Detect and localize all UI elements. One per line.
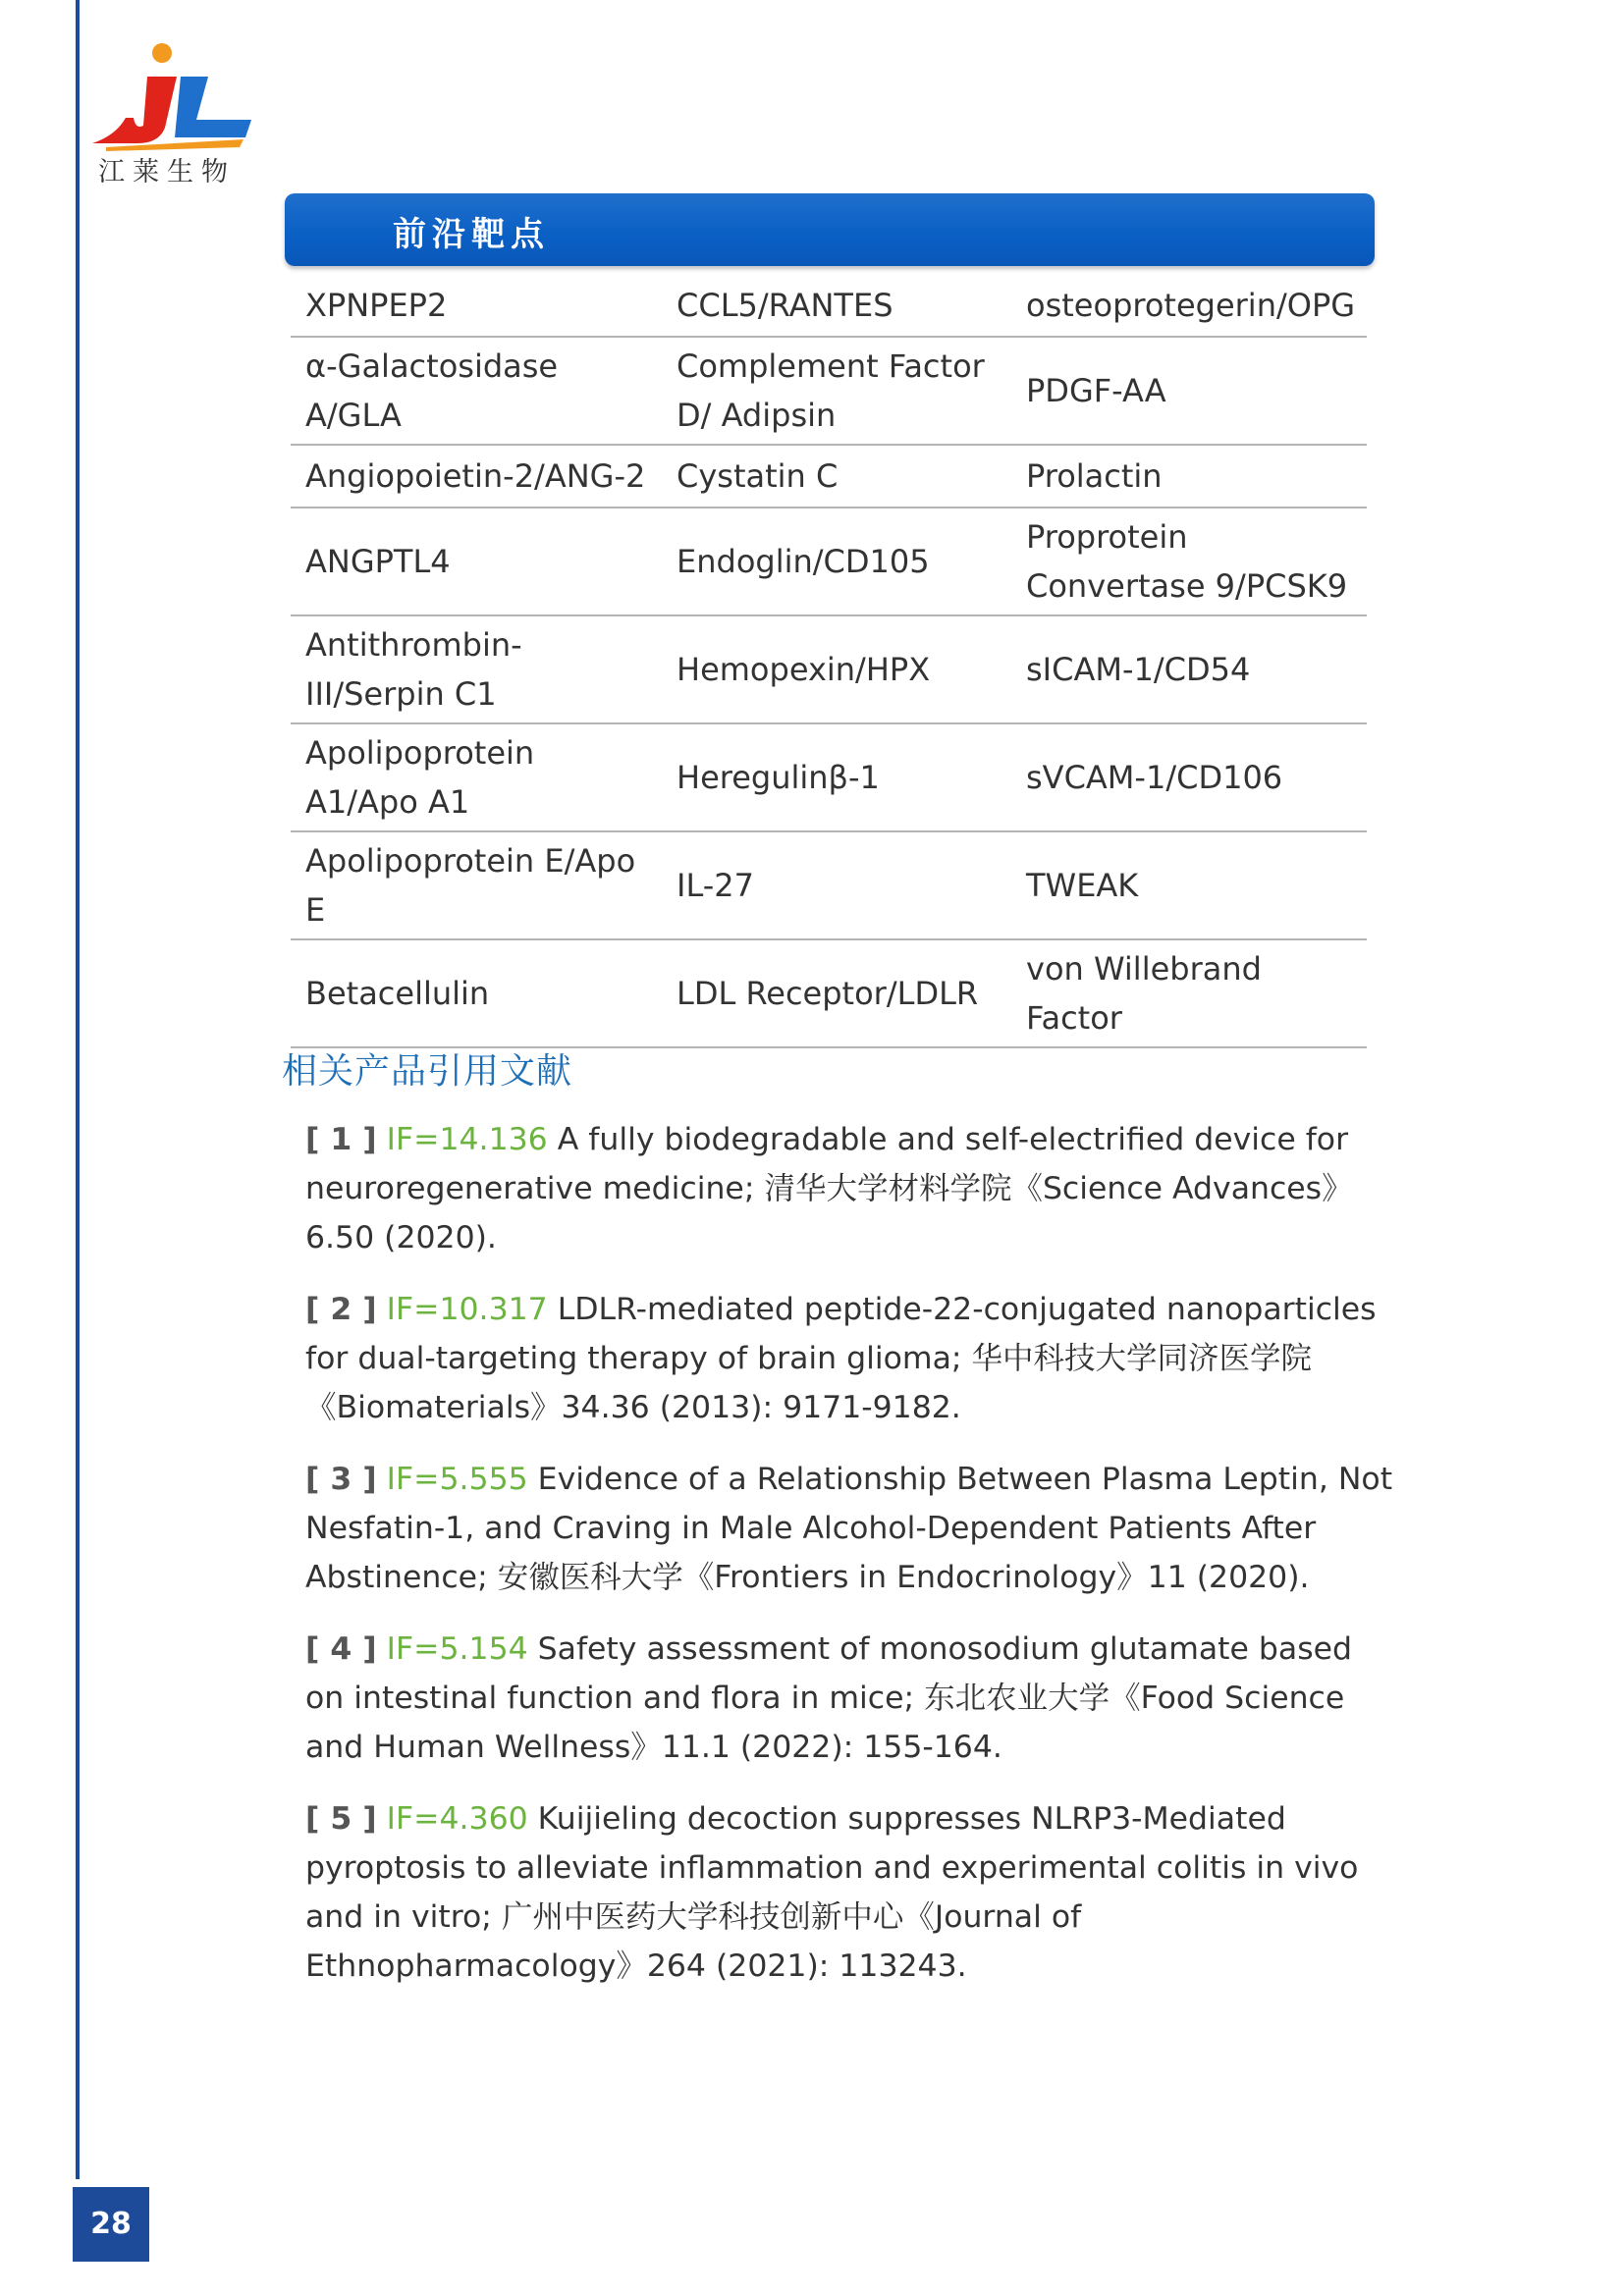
table-cell: Apolipoprotein E/Apo E [291, 831, 665, 939]
impact-factor: IF=5.154 [386, 1631, 528, 1667]
reference-item [305, 1455, 1395, 1602]
table-cell: osteoprotegerin/OPG [1014, 275, 1367, 337]
table-row [291, 445, 1367, 507]
table-row [291, 337, 1367, 445]
table-cell: sICAM-1/CD54 [1014, 615, 1367, 723]
table-cell: Angiopoietin-2/ANG-2 [291, 445, 665, 507]
table-cell: Cystatin C [665, 445, 1014, 507]
table-cell: Apolipoprotein A1/Apo A1 [291, 723, 665, 831]
table-cell: TWEAK [1014, 831, 1367, 939]
table-row [291, 275, 1367, 337]
table-row [291, 507, 1367, 615]
reference-number: [ 5 ] [305, 1801, 377, 1837]
impact-factor: IF=10.317 [386, 1292, 548, 1327]
table-cell: LDL Receptor/LDLR [665, 939, 1014, 1047]
reference-number: [ 4 ] [305, 1631, 377, 1667]
table-cell: CCL5/RANTES [665, 275, 1014, 337]
reference-number: [ 2 ] [305, 1292, 377, 1327]
table-cell: PDGF-AA [1014, 337, 1367, 445]
table-cell: von Willebrand Factor [1014, 939, 1367, 1047]
references-list [305, 1115, 1395, 2013]
jl-logo-icon [86, 37, 253, 155]
section-banner [285, 193, 1375, 266]
table-cell: IL-27 [665, 831, 1014, 939]
reference-item [305, 1115, 1395, 1262]
table-cell: α-Galactosidase A/GLA [291, 337, 665, 445]
reference-number: [ 1 ] [305, 1122, 377, 1157]
reference-item [305, 1625, 1395, 1772]
targets-table [291, 275, 1367, 1048]
reference-item [305, 1794, 1395, 1991]
reference-text: Kuijieling decoction suppresses NLRP3-Mediated pyroptosis to alleviate inflammation and experimental colitis in vivo and in vitro; 广州中医药大学科技创新中心《Journal of Ethnopharmacology》264 (2021): 113243. [305, 1801, 1359, 1984]
table-cell: ANGPTL4 [291, 507, 665, 615]
reference-item [305, 1285, 1395, 1432]
impact-factor: IF=5.555 [386, 1462, 528, 1497]
reference-text: LDLR-mediated peptide-22-conjugated nanoparticles for dual-targeting therapy of brain glioma; 华中科技大学同济医学院《Biomaterials》34.36 (2013): 9171-9182. [305, 1292, 1377, 1425]
left-margin-rule [76, 0, 80, 2179]
reference-number: [ 3 ] [305, 1462, 377, 1497]
reference-text: Evidence of a Relationship Between Plasma Leptin, Not Nesfatin-1, and Craving in Male Alcohol-Dependent Patients After Abstinence; 安徽医科大学《Frontiers in Endocrinology》11 (2020). [305, 1462, 1393, 1595]
table-row [291, 831, 1367, 939]
table-cell: XPNPEP2 [291, 275, 665, 337]
table-cell: Hemopexin/HPX [665, 615, 1014, 723]
table-cell: Complement Factor D/ Adipsin [665, 337, 1014, 445]
table-cell: Antithrombin-III/Serpin C1 [291, 615, 665, 723]
reference-text: A fully biodegradable and self-electrified device for neuroregenerative medicine; 清华大学材料学院《Science Advances》6.50 (2020). [305, 1122, 1353, 1255]
table-row [291, 939, 1367, 1047]
table-cell: Betacellulin [291, 939, 665, 1047]
impact-factor: IF=14.136 [386, 1122, 548, 1157]
table-cell: sVCAM-1/CD106 [1014, 723, 1367, 831]
impact-factor: IF=4.360 [386, 1801, 528, 1837]
references-heading: 相关产品引用文献 [282, 1051, 573, 1092]
table-cell: Endoglin/CD105 [665, 507, 1014, 615]
table-row [291, 615, 1367, 723]
reference-text: Safety assessment of monosodium glutamate based on intestinal function and flora in mice; 东北农业大学《Food Science and Human Wellness》11.1 (2022): 155-164. [305, 1631, 1353, 1765]
table-cell: Proprotein Convertase 9/PCSK9 [1014, 507, 1367, 615]
table-row [291, 723, 1367, 831]
section-title: 前沿靶点 [393, 215, 550, 254]
table-cell: Prolactin [1014, 445, 1367, 507]
page-number: 28 [73, 2187, 149, 2262]
company-name: 江莱生物 [98, 157, 236, 187]
table-cell: Heregulinβ-1 [665, 723, 1014, 831]
